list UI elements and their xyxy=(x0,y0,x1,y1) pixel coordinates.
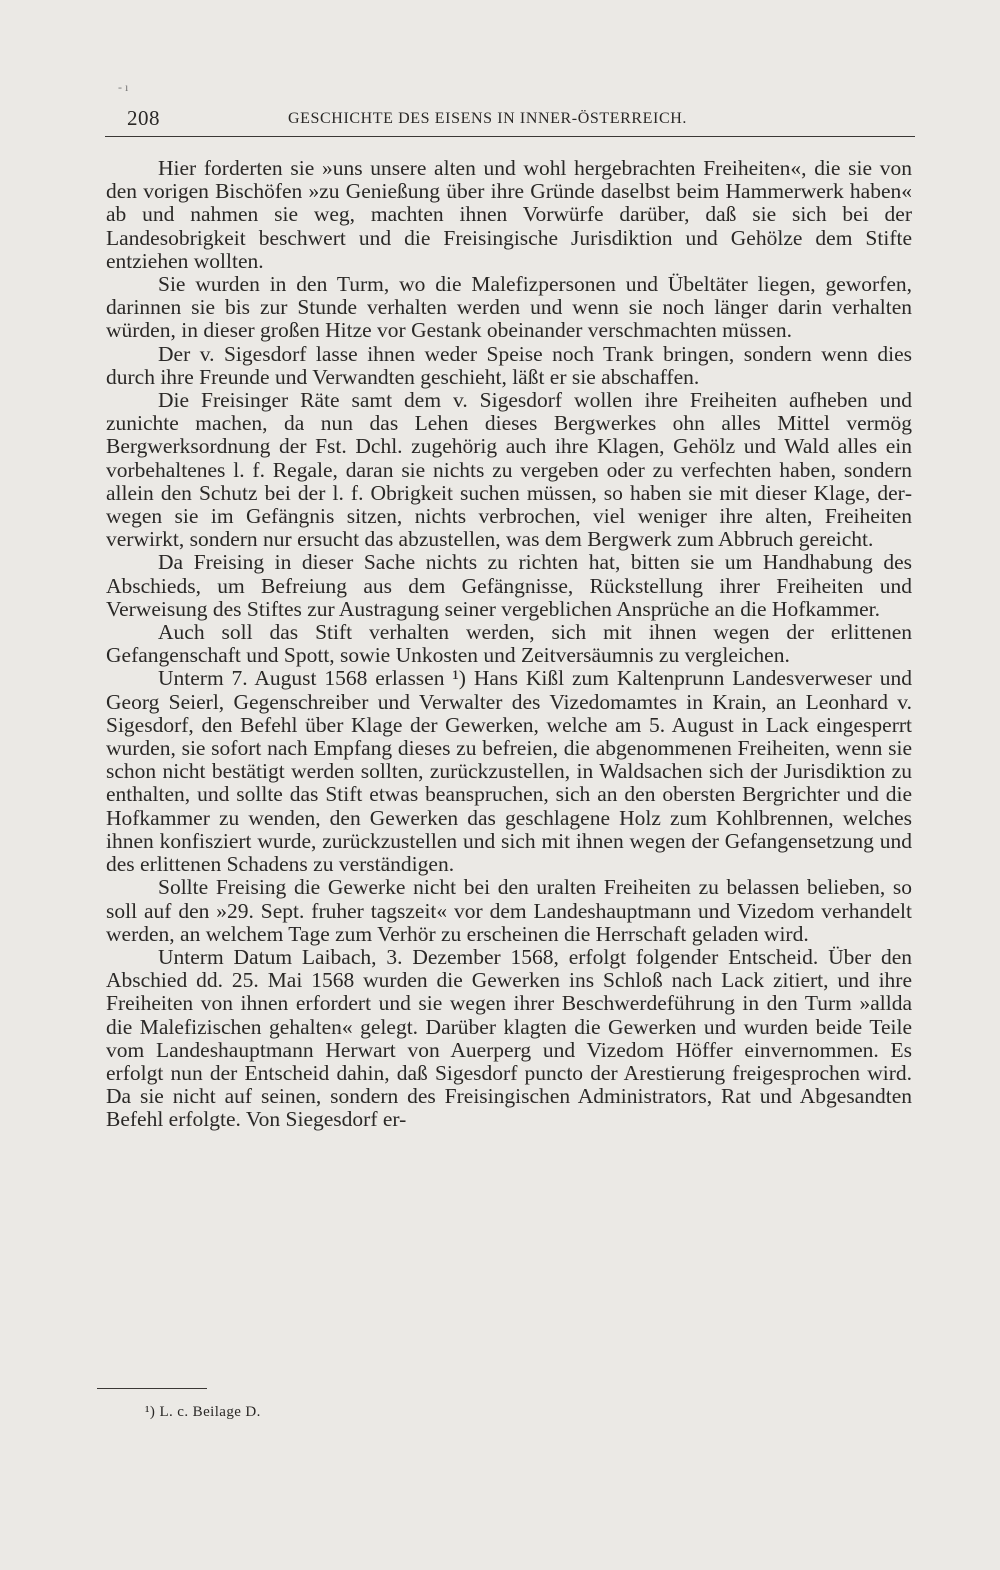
header-rule xyxy=(105,136,915,137)
margin-mark: - ı xyxy=(118,80,129,94)
paragraph: Sollte Freising die Gewerke nicht bei den uralten Freiheiten zu belassen belieben, so soll auf den »29. Sept. fruher tagszeit« vor dem Landeshauptmann und Vizedom verhandelt werden, an welchem Tage zum Verhör zu erscheinen die Herrschaft geladen wird. xyxy=(106,875,912,946)
footnote: ¹) L. c. Beilage D. xyxy=(145,1404,261,1420)
paragraph: Unterm Datum Laibach, 3. Dezember 1568, erfolgt folgender Entscheid. Über den Abschied dd. 25. Mai 1568 wurden die Gewerken ins Schloß nach Lack zitiert, und ihre Freiheiten von ihnen erfordert und sie wegen ihrer Beschwerdeführung in den Turm »allda die Malefizischen gehalten« gelegt. Darüber klagten die Gewerken und wurden beide Teile vom Landeshauptmann Herwart von Auerperg und Vizedom Höffer einvernommen. Es erfolgt nun der Entscheid dahin, daß Sigesdorf puncto der Arestierung freigesprochen wird. Da sie nicht auf seinen, sondern des Freisingischen Administrators, Rat und Abgesandten Befehl erfolgte. Von Siegesdorf er- xyxy=(106,944,912,1132)
paragraph: Unterm 7. August 1568 erlassen ¹) Hans Kißl zum Kaltenprunn Landesverweser und Georg Seierl, Gegenschreiber und Verwalter des Vizedomamtes in Krain, an Leonhard v. Sigesdorf, den Befehl über Klage der Gewerken, welche am 5. August in Lack eingesperrt wurden, sie sofort nach Empfang dieses zu befreien, die abgenommenen Freiheiten, wenn sie schon nicht bestätigt werden sollten, zurückzustellen, in Waldsachen sich der Jurisdiktion zu enthalten, und sollte das Stift etwas beanspruchen, sich an den obersten Bergrichter und die Hofkammer zu wenden, den Gewerken das geschlagene Holz zum Kohlbrennen, welches ihnen konfisziert wurde, zurückzustellen und sich mit ihnen wegen der Gefangensetzung und des erlittenen Schadens zu verständigen. xyxy=(106,666,912,877)
paragraph: Hier forderten sie »uns unsere alten und wohl hergebrachten Freiheiten«, die sie von den vorigen Bischöfen »zu Genießung über ihre Gründe daselbst beim Hammerwerk haben« ab und nahmen sie weg, machten ihnen Vorwürfe darüber, daß sie sich bei der Landesobrigkeit beschwert und die Freisingische Jurisdiktion und Gehölze dem Stifte entziehen wollten. xyxy=(106,156,912,273)
paragraph: Sie wurden in den Turm, wo die Malefizpersonen und Übeltäter liegen, geworfen, darinnen sie bis zur Stunde verhalten werden und wenn sie noch länger darin verhalten würden, in dieser großen Hitze vor Gestank obeinander verschmachten müssen. xyxy=(106,272,912,343)
running-header xyxy=(105,103,915,137)
body-text xyxy=(106,157,912,1132)
paragraph: Da Freising in dieser Sache nichts zu richten hat, bitten sie um Handhabung des Abschieds, um Befreiung aus dem Gefängnisse, Rückstellung ihrer Freiheiten und Verweisung des Stiftes zur Austragung seiner vergeblichen Ansprüche an die Hofkammer. xyxy=(106,550,912,621)
paragraph: Die Freisinger Räte samt dem v. Sigesdorf wollen ihre Freiheiten aufheben und zunichte machen, da nun das Lehen dieses Bergwerkes ohn alles Mittel vermög Bergwerksordnung der Fst. Dchl. zugehörig auch ihre Klagen, Gehölz und Wald alles ein vorbehaltenes l. f. Regale, daran sie nichts zu vergeben oder zu verfechten haben, sondern allein den Schutz bei der l. f. Obrigkeit suchen müssen, so haben sie mit dieser Klage, derwegen sie im Gefängnis sitzen, nichts verbrochen, viel weniger ihre alten, Freiheiten verwirkt, sondern nur ersucht das abzustellen, was dem Bergwerk zum Abbruch gereicht. xyxy=(106,388,912,552)
page-number: 208 xyxy=(127,106,160,130)
running-title: GESCHICHTE DES EISENS IN INNER-ÖSTERREICH. xyxy=(288,110,687,127)
footnote-rule xyxy=(97,1388,207,1389)
paragraph: Auch soll das Stift verhalten werden, sich mit ihnen wegen der erlittenen Gefangenschaft und Spott, sowie Unkosten und Zeitversäumnis zu vergleichen. xyxy=(106,620,912,668)
paragraph: Der v. Sigesdorf lasse ihnen weder Speise noch Trank bringen, sondern wenn dies durch ihre Freunde und Verwandten geschieht, läßt er sie abschaffen. xyxy=(106,341,912,389)
